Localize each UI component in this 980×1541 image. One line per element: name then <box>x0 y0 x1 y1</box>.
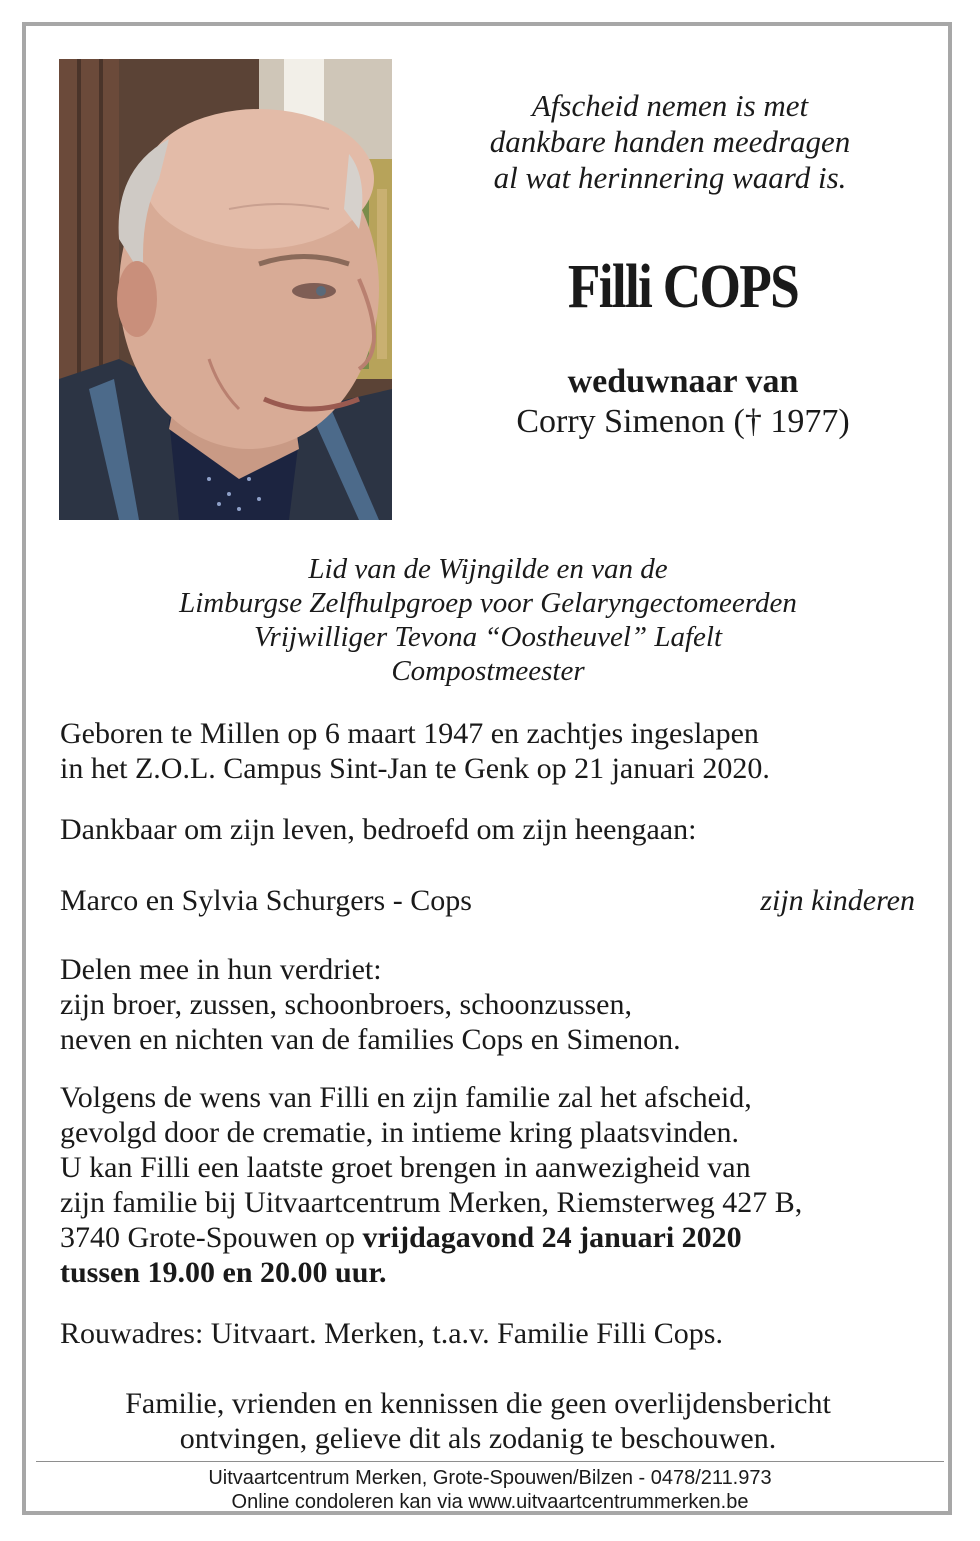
spouse-info <box>430 362 936 442</box>
sharing-line: zijn broer, zussen, schoonbroers, schoonzussen, <box>60 988 632 1021</box>
sharing-paragraph <box>60 952 930 1057</box>
spouse-name: Corry Simenon († 1977) <box>516 403 850 440</box>
ceremony-paragraph <box>60 1080 930 1290</box>
roles-list <box>60 552 916 688</box>
spouse-intro: weduwnaar van <box>567 363 799 400</box>
children-names: Marco en Sylvia Schurgers - Cops <box>60 884 472 917</box>
portrait-illustration <box>59 59 392 520</box>
sharing-line: neven en nichten van de families Cops en Simenon. <box>60 1023 681 1056</box>
ceremony-line: gevolgd door de crematie, in intieme kring plaatsvinden. <box>60 1116 739 1149</box>
quote-line: Afscheid nemen is met <box>531 88 809 123</box>
sharing-line: Delen mee in hun verdriet: <box>60 953 382 986</box>
children-role: zijn kinderen <box>760 884 915 917</box>
memorial-quote <box>430 88 910 196</box>
ceremony-line: Volgens de wens van Filli en zijn familie zal het afscheid, <box>60 1081 752 1114</box>
role-line: Compostmeester <box>391 655 585 687</box>
closing-line: ontvingen, gelieve dit als zodanig te beschouwen. <box>179 1422 777 1455</box>
portrait-photo <box>59 59 392 520</box>
ceremony-date: vrijdagavond 24 januari 2020 <box>362 1221 742 1254</box>
grateful-line: Dankbaar om zijn leven, bedroefd om zijn heengaan: <box>60 813 697 846</box>
closing-line: Familie, vrienden en kennissen die geen overlijdensbericht <box>125 1387 831 1420</box>
quote-line: al wat herinnering waard is. <box>493 160 847 195</box>
ceremony-line: zijn familie bij Uitvaartcentrum Merken, Riemsterweg 427 B, <box>60 1186 803 1219</box>
birth-line: in het Z.O.L. Campus Sint-Jan te Genk op 21 januari 2020. <box>60 752 770 785</box>
mourning-address: Rouwadres: Uitvaart. Merken, t.a.v. Familie Filli Cops. <box>60 1317 723 1350</box>
footer-contact: Uitvaartcentrum Merken, Grote-Spouwen/Bilzen - 0478/211.973 <box>208 1467 772 1489</box>
role-line: Vrijwilliger Tevona “Oostheuvel” Lafelt <box>253 621 723 653</box>
ceremony-line <box>60 1220 930 1255</box>
role-line: Lid van de Wijngilde en van de <box>308 553 668 585</box>
quote-line: dankbare handen meedragen <box>489 124 851 159</box>
deceased-name: Filli COPS <box>567 253 799 321</box>
ceremony-line: U kan Filli een laatste groet brengen in aanwezigheid van <box>60 1151 751 1184</box>
ceremony-time: tussen 19.00 en 20.00 uur. <box>60 1256 387 1289</box>
role-line: Limburgse Zelfhulpgroep voor Gelaryngectomeerden <box>179 587 797 619</box>
ceremony-location: 3740 Grote-Spouwen op <box>60 1221 363 1254</box>
birth-line: Geboren te Millen op 6 maart 1947 en zachtjes ingeslapen <box>60 717 759 750</box>
footer-website: Online condoleren kan via www.uitvaartcentrummerken.be <box>231 1491 749 1513</box>
footer-divider <box>36 1461 944 1462</box>
footer <box>36 1466 944 1514</box>
closing-note <box>40 1386 916 1456</box>
children-row <box>60 883 915 918</box>
birth-death-paragraph <box>60 716 930 786</box>
